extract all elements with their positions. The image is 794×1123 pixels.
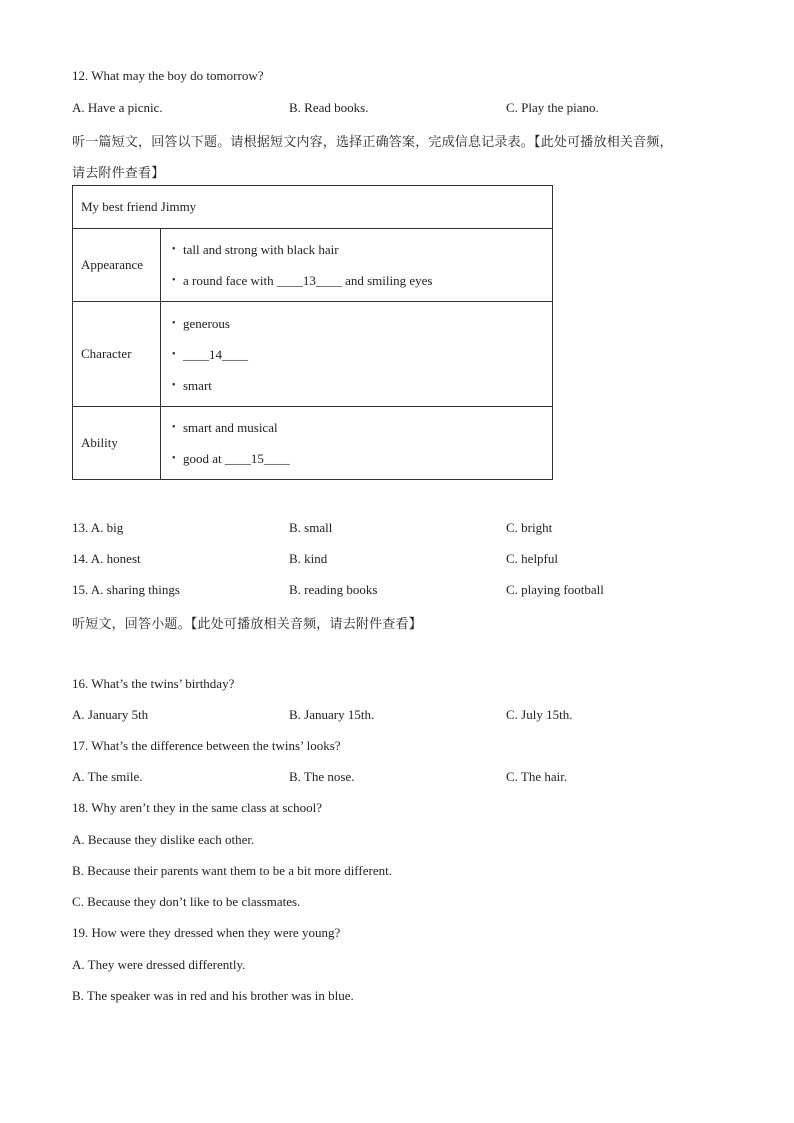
appearance-cell: [161, 229, 553, 302]
character-cell: [161, 302, 553, 407]
q12-option-c: C. Play the piano.: [506, 100, 599, 115]
q14-option-a: 14. A. honest: [72, 551, 141, 566]
q15-option-a: 15. A. sharing things: [72, 582, 180, 597]
q16-option-c: C. July 15th.: [506, 707, 573, 722]
q12-option-a: A. Have a picnic.: [72, 100, 163, 115]
q14-option-c: C. helpful: [506, 551, 558, 566]
question-19: 19. How were they dressed when they were young?: [72, 925, 341, 940]
q15-option-b: B. reading books: [289, 582, 378, 597]
row-label-character: Character: [73, 302, 161, 407]
question-18: 18. Why aren’t they in the same class at school?: [72, 800, 323, 815]
question-16: 16. What’s the twins’ birthday?: [72, 676, 235, 691]
appearance-item: • a round face with ____13____ and smiling eyes: [169, 265, 552, 296]
question-17: 17. What’s the difference between the twins’ looks?: [72, 738, 341, 753]
q13-option-c: C. bright: [506, 520, 553, 535]
q12-option-b: B. Read books.: [289, 100, 369, 115]
character-item: • smart: [169, 370, 552, 401]
q13-option-b: B. small: [289, 520, 333, 535]
section2-instruction: 听短文，回答小题。【此处可播放相关音频，请去附件查看】: [72, 617, 422, 632]
q17-option-b: B. The nose.: [289, 769, 355, 784]
q16-option-a: A. January 5th: [72, 707, 149, 722]
q18-option-a: A. Because they dislike each other.: [72, 832, 255, 847]
q15-option-c: C. playing football: [506, 582, 604, 597]
q14-option-b: B. kind: [289, 551, 328, 566]
q19-option-a: A. They were dressed differently.: [72, 957, 246, 972]
question-12: 12. What may the boy do tomorrow?: [72, 68, 264, 83]
table-title: My best friend Jimmy: [73, 186, 553, 229]
q17-option-c: C. The hair.: [506, 769, 568, 784]
appearance-item: • tall and strong with black hair: [169, 234, 552, 265]
q18-option-c: C. Because they don’t like to be classmates.: [72, 894, 301, 909]
row-label-ability: Ability: [73, 407, 161, 480]
character-item: • ____14____: [169, 339, 552, 370]
q17-option-a: A. The smile.: [72, 769, 143, 784]
section1-instruction-line1: 听一篇短文，回答以下题。请根据短文内容，选择正确答案，完成信息记录表。【此处可播放相关音频，: [72, 135, 673, 150]
character-item: • generous: [169, 308, 552, 339]
q19-option-b: B. The speaker was in red and his brother was in blue.: [72, 988, 354, 1003]
ability-item: • good at ____15____: [169, 443, 552, 474]
q18-option-b: B. Because their parents want them to be a bit more different.: [72, 863, 392, 878]
info-record-table: [72, 185, 553, 480]
row-label-appearance: Appearance: [73, 229, 161, 302]
ability-item: • smart and musical: [169, 412, 552, 443]
q13-option-a: 13. A. big: [72, 520, 124, 535]
q16-option-b: B. January 15th.: [289, 707, 375, 722]
ability-cell: [161, 407, 553, 480]
section1-instruction-line2: 请去附件查看】: [72, 166, 165, 181]
